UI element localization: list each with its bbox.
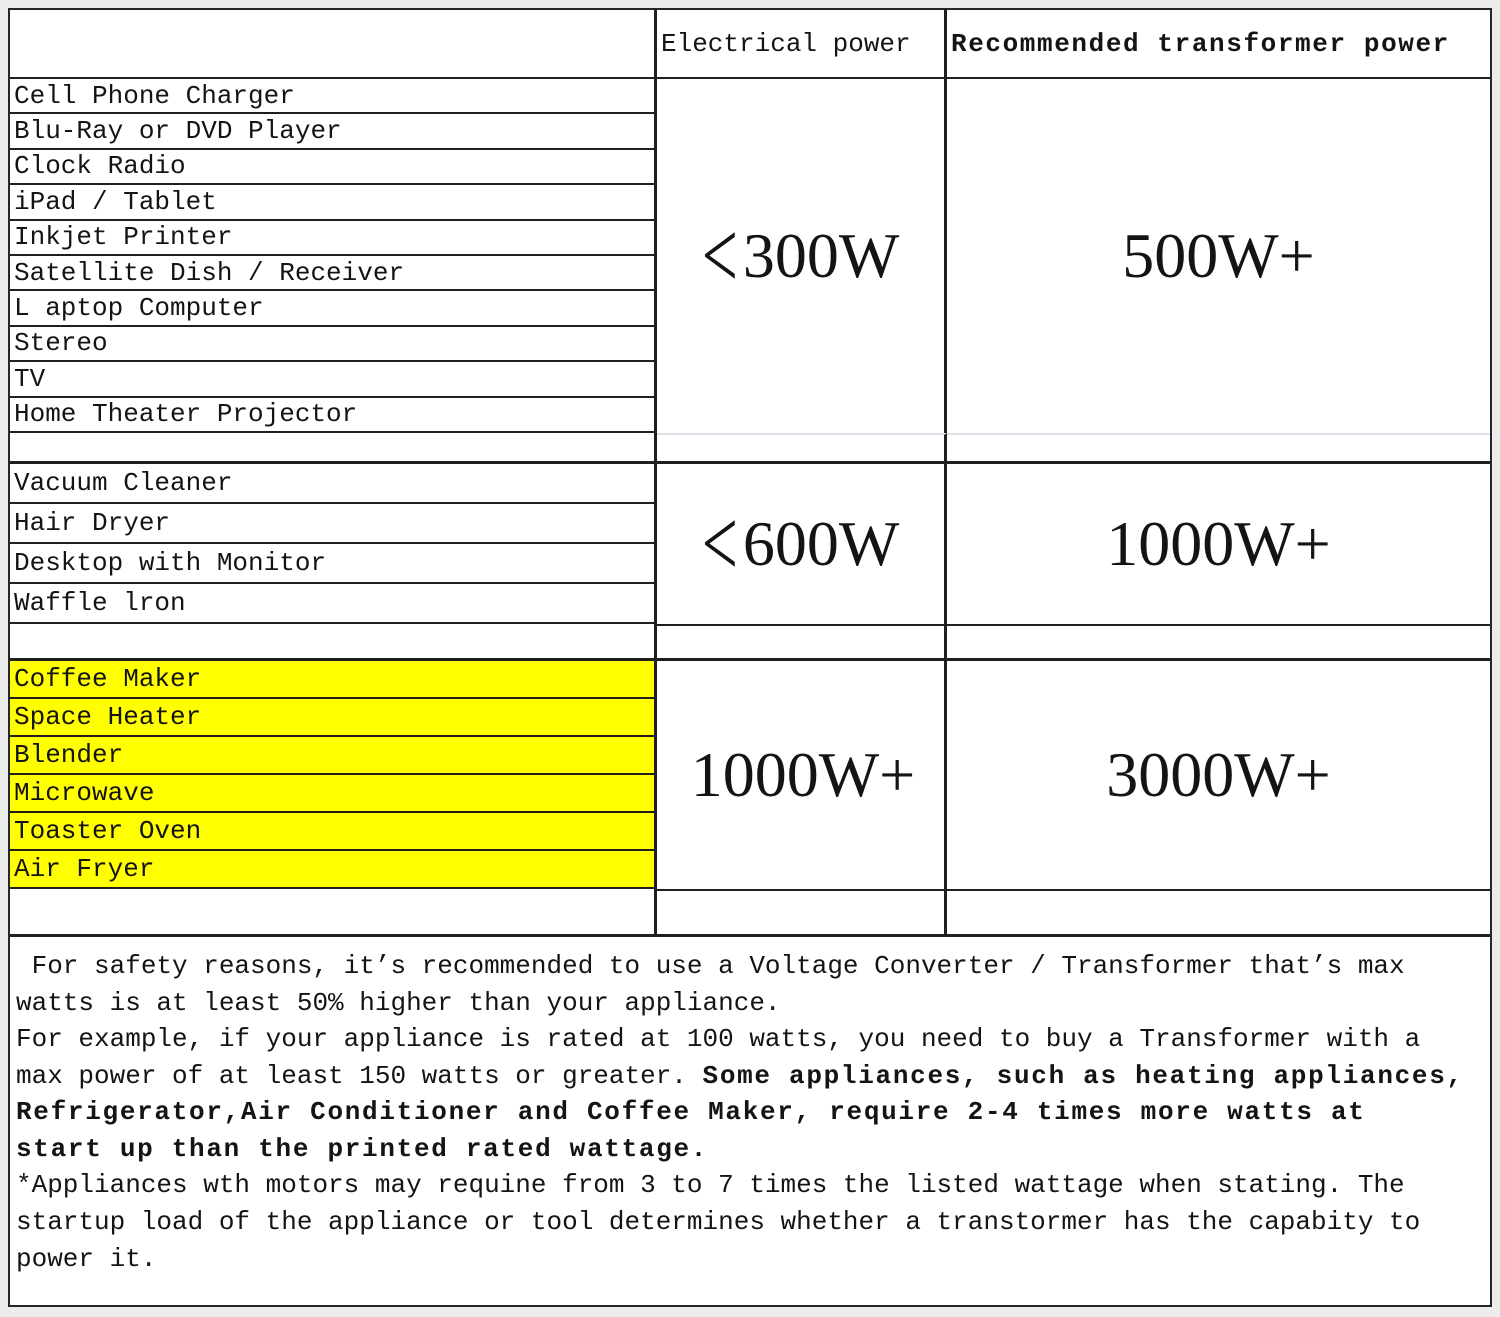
power-value: 600W	[742, 507, 900, 579]
appliance-row: Hair Dryer	[10, 504, 654, 544]
table-header-row	[10, 10, 1490, 79]
appliance-row-highlighted: Space Heater	[10, 699, 654, 737]
spacer-cell	[10, 433, 657, 461]
appliance-row: Stereo	[10, 327, 654, 362]
header-electrical-power: Electrical power	[657, 10, 947, 77]
note-line	[16, 1094, 1484, 1131]
group-2-transformer-power-value: 1000W+	[1106, 507, 1331, 579]
spacer-cell	[947, 889, 1490, 934]
note-text: power it.	[16, 1243, 157, 1274]
spacer-cell	[10, 889, 657, 934]
appliance-row-highlighted: Coffee Maker	[10, 661, 654, 699]
note-text: For example, if your appliance is rated at 100 watts, you need to buy a Transformer with a	[16, 1024, 1421, 1055]
appliance-row: iPad / Tablet	[10, 185, 654, 220]
note-text-bold: Some appliances, such as heating appliances,	[702, 1060, 1464, 1091]
appliance-row: Waffle lron	[10, 584, 654, 624]
appliance-row: Satellite Dish / Receiver	[10, 256, 654, 291]
appliance-row: Desktop with Monitor	[10, 544, 654, 584]
spacer-cell	[947, 624, 1490, 658]
less-than-symbol: <	[701, 201, 738, 309]
note-text-bold: start up than the printed rated wattage.	[16, 1133, 709, 1164]
note-line	[16, 948, 1484, 985]
appliance-row-highlighted: Blender	[10, 737, 654, 775]
appliance-row: Inkjet Printer	[10, 221, 654, 256]
note-line	[16, 985, 1484, 1022]
appliance-row: Home Theater Projector	[10, 398, 654, 433]
appliance-row: Clock Radio	[10, 150, 654, 185]
appliance-row: L aptop Computer	[10, 291, 654, 326]
group-3-spacer-row	[10, 889, 1490, 934]
note-line	[16, 1167, 1484, 1204]
note-text-bold: Refrigerator,Air Conditioner and Coffee Maker, require 2-4 times more watts at	[16, 1097, 1366, 1128]
power-recommendation-table	[8, 8, 1492, 1307]
note-line	[16, 1204, 1484, 1241]
appliance-row-highlighted: Toaster Oven	[10, 813, 654, 851]
less-than-symbol: <	[701, 489, 738, 597]
spacer-cell	[10, 624, 657, 658]
power-value: 1000W+	[690, 738, 916, 810]
spacer-cell	[657, 433, 947, 461]
appliance-row-highlighted: Air Fryer	[10, 851, 654, 889]
group-1-body	[10, 79, 1490, 433]
spacer-cell	[657, 624, 947, 658]
header-appliance-cell	[10, 10, 657, 77]
appliance-row: Blu-Ray or DVD Player	[10, 114, 654, 149]
note-text: For safety reasons, it’s recommended to use a Voltage Converter / Transformer that’s max	[16, 950, 1405, 981]
group-2-electrical-power-value	[657, 464, 947, 624]
note-text: *Appliances wth motors may requine from 3 to 7 times the listed wattage when stating. The	[16, 1170, 1405, 1201]
spacer-cell	[947, 433, 1490, 461]
header-transformer-power: Recommended transformer power	[951, 28, 1450, 59]
group-3-appliance-list	[10, 661, 657, 889]
safety-note	[10, 937, 1490, 1277]
group-1-electrical-power-value	[657, 79, 947, 433]
note-line	[16, 1241, 1484, 1278]
note-line	[16, 1131, 1484, 1168]
note-line	[16, 1021, 1484, 1058]
group-2-body	[10, 464, 1490, 624]
group-1-transformer-power-value: 500W+	[1122, 219, 1315, 291]
note-text: startup load of the appliance or tool determines whether a transtormer has the capabity to	[16, 1207, 1421, 1238]
power-value: 300W	[742, 219, 900, 291]
group-3-electrical-power-value	[657, 661, 947, 889]
group-1-spacer-row	[10, 433, 1490, 461]
appliance-row-highlighted: Microwave	[10, 775, 654, 813]
spacer-cell	[657, 889, 947, 934]
note-text: max power of at least 150 watts or greater.	[16, 1060, 703, 1091]
note-line	[16, 1058, 1484, 1095]
note-text: watts is at least 50% higher than your appliance.	[16, 987, 781, 1018]
appliance-row: Cell Phone Charger	[10, 79, 654, 114]
group-2-spacer-row	[10, 624, 1490, 658]
appliance-row: TV	[10, 362, 654, 397]
group-2-appliance-list	[10, 464, 657, 624]
group-3-transformer-power-value: 3000W+	[1106, 738, 1331, 810]
group-1-appliance-list	[10, 79, 657, 433]
appliance-row: Vacuum Cleaner	[10, 464, 654, 504]
group-3-body	[10, 661, 1490, 889]
